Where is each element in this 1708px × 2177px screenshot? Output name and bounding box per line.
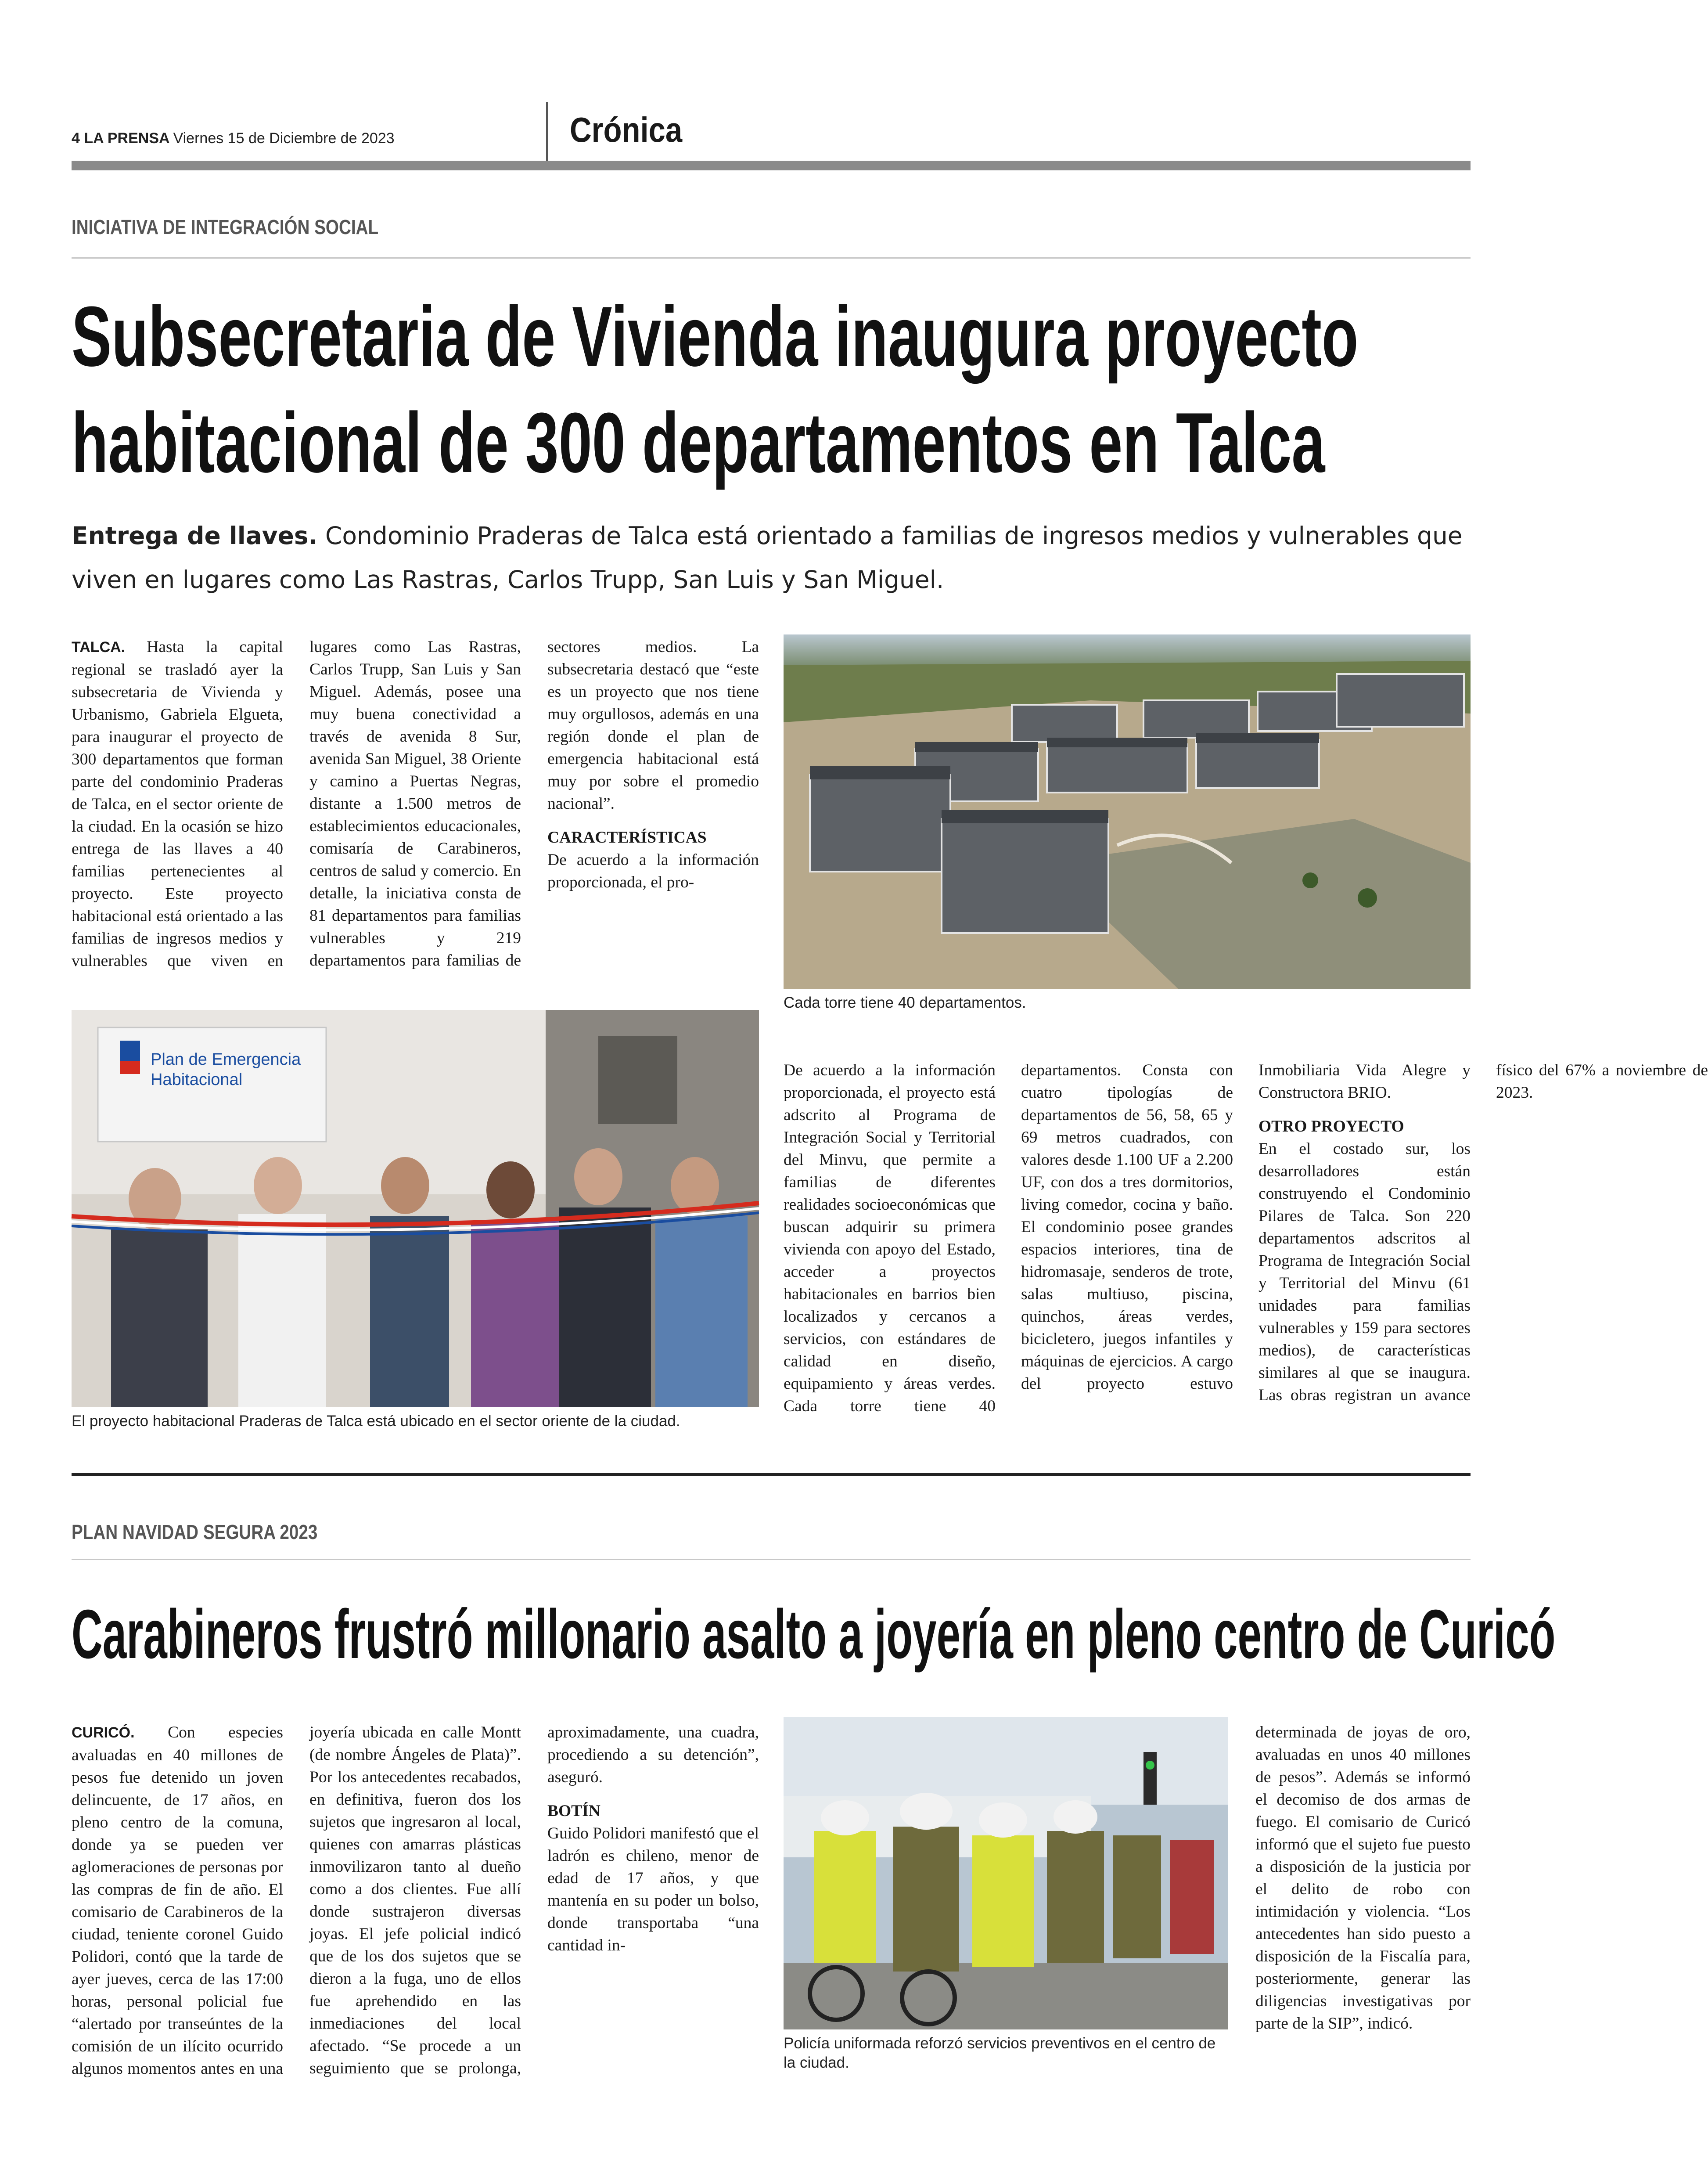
subhead-otro-proyecto: OTRO PROYECTO <box>1259 1117 1404 1135</box>
section-title: Crónica <box>570 110 683 149</box>
body-otro-proyecto: En el costado sur, los desarrolladores están construyendo el Condominio Pilares de Talca. Son 220 departamentos adscritos al Programa de Integración Social y Territorial del Minvu (61 unidades para familias vulnerables y 159 para sectores medios), de características similares al que se inaugura. Las obras registran un avance físico del 67% a noviembre de 2023. <box>1259 1061 1708 1404</box>
sign-text: Plan de Emergencia Habitacional <box>151 1050 301 1089</box>
aerial-photo <box>784 634 1471 989</box>
article1-body-top <box>72 636 759 991</box>
article2-body <box>72 1721 759 2081</box>
article1-kicker: INICIATIVA DE INTEGRACIÓN SOCIAL <box>72 216 379 238</box>
dateline-2: CURICÓ. <box>72 1724 135 1741</box>
police-photo-caption: Policía uniformada reforzó servicios preventivos en el centro de la ciudad. <box>784 2035 1216 2071</box>
lead-text: Condominio Praderas de Talca está orientado a familias de ingresos medios y vulnerables que viven en lugares como Las Rastras, Carlos Trupp, San Luis y San Miguel. <box>72 522 1463 594</box>
subhead-botin: BOTÍN <box>547 1802 600 1820</box>
articles-divider <box>72 1473 1471 1476</box>
ribbon-photo-caption: El proyecto habitacional Praderas de Talca está ubicado en el sector oriente de la ciudad. <box>72 1413 680 1430</box>
article2-kicker: PLAN NAVIDAD SEGURA 2023 <box>72 1521 318 1543</box>
police-photo-illustration <box>784 1717 1228 2029</box>
article2-headline: Carabineros frustró millonario asalto a joyería en pleno centro de Curicó <box>72 1596 1556 1673</box>
dateline: TALCA. <box>72 639 126 656</box>
article1-body-lower <box>784 1059 1708 1437</box>
lead-label: Entrega de llaves. <box>72 522 318 550</box>
kicker-rule-2 <box>72 1559 1471 1560</box>
police-photo <box>784 1717 1228 2029</box>
header-divider <box>546 102 548 162</box>
header-bar <box>72 161 1471 170</box>
page-folio <box>72 130 395 147</box>
article2-body-right <box>1255 1721 1471 2081</box>
issue-date: Viernes 15 de Diciembre de 2023 <box>173 130 395 147</box>
paper-name: 4 LA PRENSA <box>72 130 170 147</box>
article1-lead <box>72 514 1472 602</box>
body-text-top: Hasta la capital regional se trasladó ayer la subsecretaria de Vivienda y Urbanismo, Gabriela Elgueta, para inaugurar el proyecto de 300 departamentos que forman parte del condominio Praderas de Talca, en el sector oriente de la ciudad. En la ocasión se hizo entrega de las llaves a 40 familias pertenecientes al proyecto. Este proyecto habitacional está orientado a las familias de ingresos medios y vulnerables que viven en lugares como Las Rastras, Carlos Trupp, San Luis y San Miguel. Además, posee una muy buena conectividad a través de avenida 8 Sur, avenida San Miguel, 38 Oriente y camino a Puertas Negras, distante a 1.500 metros de establecimientos educacionales, comisaría de Carabineros, centros de salud y comercio. En detalle, la iniciativa consta de 81 departamentos para familias vulnerables y 219 departamentos para familias de sectores medios. La subsecretaria destacó que “este es un proyecto que nos tiene muy orgullosos, además en una región donde el plan de emergencia habitacional está muy por sobre el promedio nacional”. <box>72 638 759 970</box>
aerial-photo-illustration <box>784 634 1471 989</box>
body-botin-start: Guido Polidori manifestó que el ladrón es chileno, menor de edad de 17 años, y que mantenía en su poder un bolso, donde transportaba “una cantidad in- <box>547 1824 759 1954</box>
ribbon-cutting-photo <box>72 1010 759 1407</box>
article1-headline-line1: Subsecretaria de Vivienda inaugura proyecto <box>72 289 1359 384</box>
aerial-photo-caption: Cada torre tiene 40 departamentos. <box>784 994 1026 1011</box>
body-main: Con especies avaluadas en 40 millones de pesos fue detenido un joven delincuente, de 17 años, en pleno centro de la comuna, donde ya se pueden ver aglomeraciones de personas por las compras de fin de año. El comisario de Carabineros de la ciudad, teniente coronel Guido Polidori, contó que la tarde de ayer jueves, cerca de las 17:00 horas, personal policial fue “alertado por transeúntes de la comisión de un ilícito ocurrido algunos momentos antes en una joyería ubicada en calle Montt (de nombre Ángeles de Plata)”. Por los antecedentes recabados, en definitiva, fueron dos los sujetos que ingresaron al local, quienes con amarras plásticas inmovilizaron tanto al dueño como a dos clientes. Fue allí donde sustrajeron diversas joyas. El jefe policial indicó que de los dos sujetos que se dieron a la fuga, uno de ellos fue aprehendido en las inmediaciones del local afectado. “Se procede a un seguimiento que se prolonga, aproximadamente, una cuadra, procediendo a su detención”, aseguró. <box>72 1723 759 2078</box>
kicker-rule <box>72 257 1471 259</box>
subhead-caracteristicas: CARACTERÍSTICAS <box>547 829 707 847</box>
article1-headline-line2: habitacional de 300 departamentos en Talca <box>72 395 1325 490</box>
body-caracteristicas-start: De acuerdo a la información proporcionada, el pro- <box>547 851 759 891</box>
body-caracteristicas: De acuerdo a la información proporcionada, el proyecto está adscrito al Programa de Integración Social y Territorial del Minvu, que permite a familias de diferentes realidades socioeconómicas que buscan adquirir su primera vivienda con apoyo del Estado, acceder a proyectos habitacionales en barrios bien localizados y cercanos a servicios, con estándares de calidad en diseño, equipamiento y áreas verdes. Cada torre tiene 40 departamentos. Consta con cuatro tipologías de departamentos de 56, 58, 65 y 69 metros cuadrados, con valores desde 1.100 UF a 2.200 UF, con dos a tres dormitorios, living comedor, cocina y baño. El condominio posee grandes espacios interiores, tina de hidromasaje, senderos de trote, salas multiuso, piscina, quinchos, áreas verdes, bicicletero, juegos infantiles y máquinas de ejercicios. A cargo del proyecto estuvo Inmobiliaria Vida Alegre y Constructora BRIO. <box>784 1061 1471 1415</box>
body-botin-end: determinada de joyas de oro, avaluadas en unos 40 millones de pesos”. Además se informó el decomiso de dos armas de fuego. El comisario de Curicó informó que el sujeto fue puesto a disposición de la justicia por el delito de robo con intimidación y violencia. “Los antecedentes han sido puesto a disposición de la Fiscalía para, posteriormente, generar las diligencias investigativas por parte de la SIP”, indicó. <box>1255 1723 1471 2033</box>
